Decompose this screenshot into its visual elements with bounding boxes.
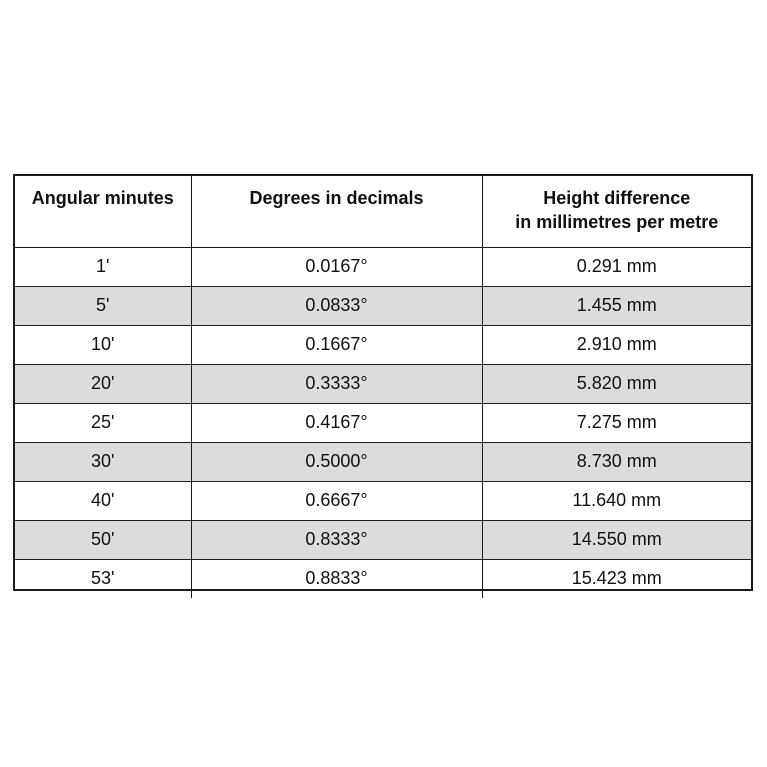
cell-height: 15.423 mm: [482, 559, 751, 598]
cell-minutes: 50': [15, 520, 191, 559]
header-degrees-in-decimals: [191, 176, 482, 247]
cell-height: 5.820 mm: [482, 364, 751, 403]
table-row: [15, 325, 751, 364]
header-height-line1: Height difference: [543, 188, 691, 208]
cell-minutes: 40': [15, 481, 191, 520]
cell-degrees: 0.3333°: [191, 364, 482, 403]
cell-height: 7.275 mm: [482, 403, 751, 442]
cell-height: 1.455 mm: [482, 286, 751, 325]
header-angular-minutes-label: Angular minutes: [31, 188, 174, 208]
header-height-line2: in millimetres per metre: [515, 212, 719, 232]
cell-minutes: 30': [15, 442, 191, 481]
table-row: [15, 481, 751, 520]
cell-degrees: 0.8833°: [191, 559, 482, 598]
cell-height: 14.550 mm: [482, 520, 751, 559]
table-row: [15, 403, 751, 442]
cell-height: 2.910 mm: [482, 325, 751, 364]
cell-degrees: 0.8333°: [191, 520, 482, 559]
cell-minutes: 25': [15, 403, 191, 442]
header-height-difference: [482, 176, 751, 247]
conversion-table: [13, 174, 753, 591]
table-header-row: [15, 176, 751, 247]
table-row: [15, 520, 751, 559]
table-row: [15, 247, 751, 286]
table-row: [15, 442, 751, 481]
cell-minutes: 5': [15, 286, 191, 325]
cell-minutes: 1': [15, 247, 191, 286]
header-degrees-label: Degrees in decimals: [249, 188, 424, 208]
header-angular-minutes: [15, 176, 191, 247]
cell-degrees: 0.5000°: [191, 442, 482, 481]
cell-degrees: 0.0167°: [191, 247, 482, 286]
cell-minutes: 20': [15, 364, 191, 403]
cell-height: 8.730 mm: [482, 442, 751, 481]
cell-minutes: 10': [15, 325, 191, 364]
cell-degrees: 0.6667°: [191, 481, 482, 520]
cell-degrees: 0.4167°: [191, 403, 482, 442]
cell-height: 11.640 mm: [482, 481, 751, 520]
table-row: [15, 364, 751, 403]
table-row: [15, 286, 751, 325]
angle-conversion-table: [15, 176, 751, 598]
cell-minutes: 53': [15, 559, 191, 598]
cell-height: 0.291 mm: [482, 247, 751, 286]
cell-degrees: 0.1667°: [191, 325, 482, 364]
table-row: [15, 559, 751, 598]
cell-degrees: 0.0833°: [191, 286, 482, 325]
